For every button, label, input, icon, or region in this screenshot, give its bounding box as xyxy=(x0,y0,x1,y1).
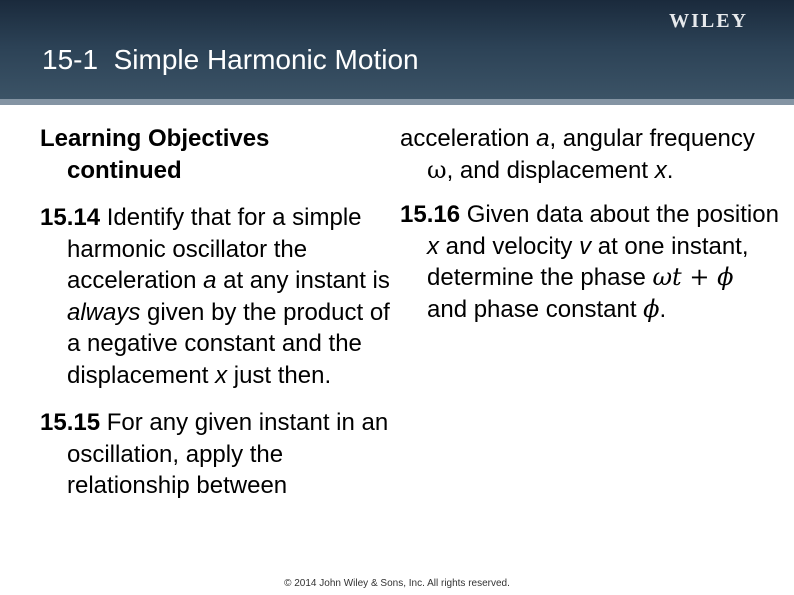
objective-15-15-continued xyxy=(400,123,780,186)
objective-text: . xyxy=(659,295,667,323)
heading-line2: continued xyxy=(67,156,182,184)
objective-text: and phase constant xyxy=(427,295,644,323)
objective-number: 15.16 xyxy=(400,201,461,228)
objective-text: at one instant, determine the phase xyxy=(427,232,749,291)
objective-text: . xyxy=(666,156,674,184)
objective-text: For any given instant in an oscillation, apply the relationship between xyxy=(67,409,389,499)
phase-expression: ωt + ϕ xyxy=(652,263,734,291)
objective-text: Given data about the position xyxy=(460,201,779,228)
objective-text: and velocity xyxy=(439,232,580,260)
omega-symbol: ω xyxy=(427,155,447,184)
variable-x: x xyxy=(654,156,667,184)
objective-number: 15.14 xyxy=(40,204,101,231)
objective-15-14 xyxy=(40,202,395,391)
objective-15-16 xyxy=(400,199,780,325)
learning-objectives-heading xyxy=(40,123,395,186)
objective-text: just then. xyxy=(227,361,332,389)
phi-symbol: ϕ xyxy=(643,294,660,323)
objective-text: Identify that for a simple harmonic oscillator the acceleration xyxy=(67,204,362,294)
right-column xyxy=(400,123,780,325)
variable-a: a xyxy=(203,267,217,294)
wiley-logo: WILEY xyxy=(669,10,748,32)
objective-15-15 xyxy=(40,407,395,502)
objective-text: , and displacement xyxy=(446,156,655,184)
variable-x: x xyxy=(215,361,228,389)
variable-x: x xyxy=(427,232,439,260)
slide-title: 15-1 Simple Harmonic Motion xyxy=(42,44,419,75)
objective-text: acceleration xyxy=(400,125,537,152)
heading-line1: Learning Objectives xyxy=(40,125,270,152)
objective-text: given by the product of a negative constant and the displacement xyxy=(67,298,390,389)
variable-a: a xyxy=(536,125,550,152)
header-stripe xyxy=(0,99,794,105)
objective-text: , angular frequency xyxy=(549,125,755,152)
objective-text: at any instant is xyxy=(216,267,390,294)
left-column xyxy=(40,123,395,502)
objective-number: 15.15 xyxy=(40,409,101,436)
emphasis-always: always xyxy=(67,298,141,326)
copyright-footer: © 2014 John Wiley & Sons, Inc. All rights reserved. xyxy=(284,578,510,589)
variable-v: v xyxy=(579,232,592,260)
slide-header xyxy=(0,0,794,105)
